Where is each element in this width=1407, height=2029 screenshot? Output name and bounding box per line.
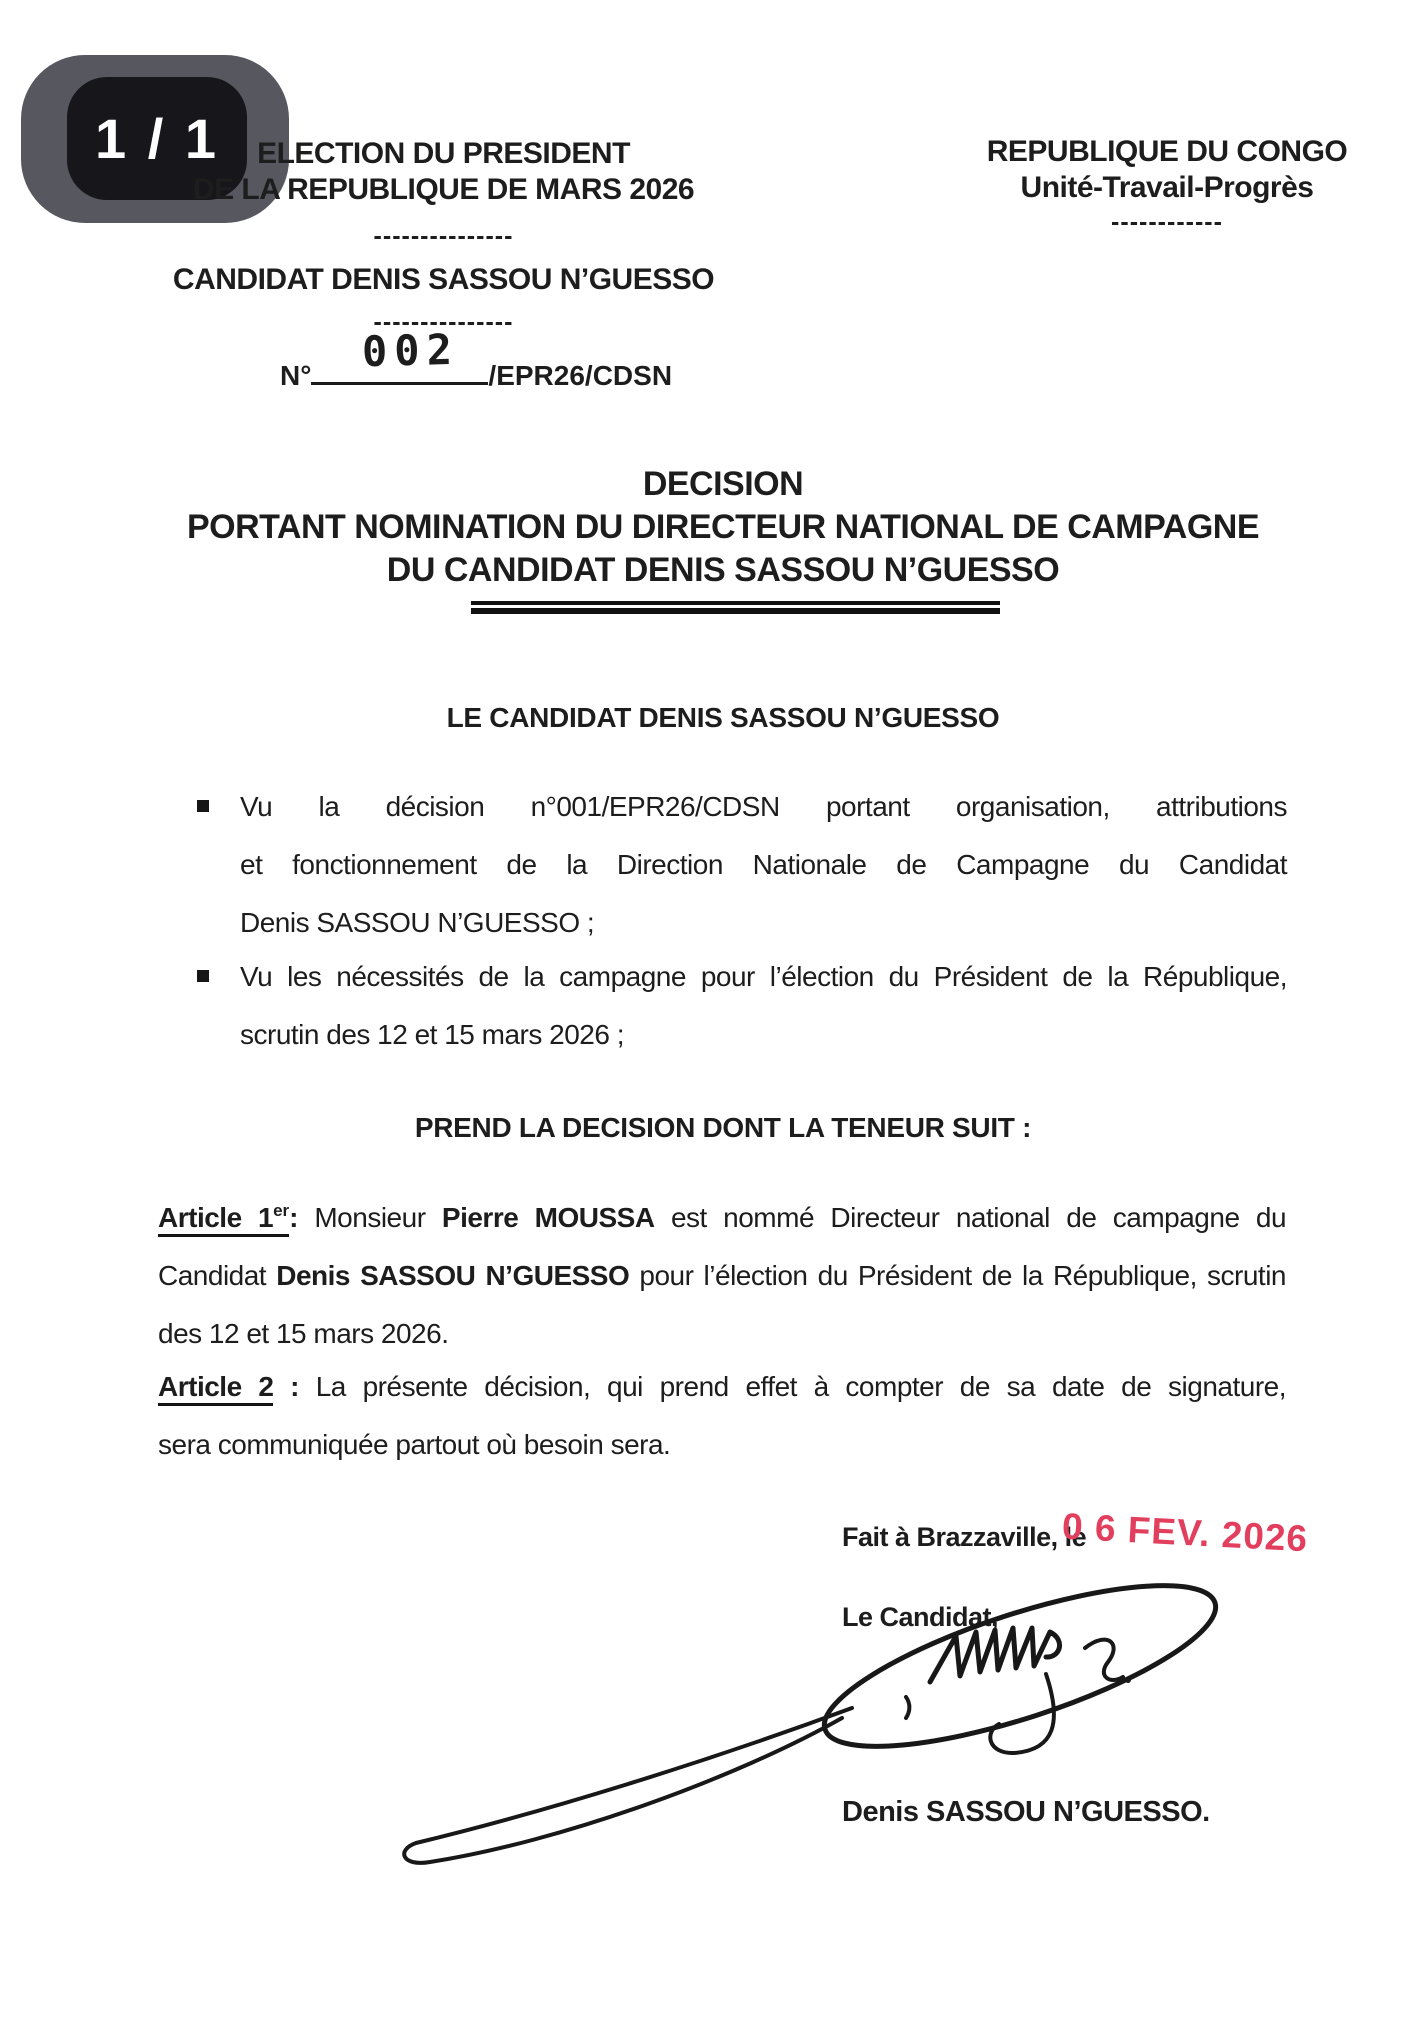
article-1-colon: : <box>289 1202 298 1233</box>
recital-2 <box>240 948 1287 1064</box>
signatory-name: Denis SASSOU N’GUESSO. <box>842 1796 1210 1828</box>
recital-1-line1: Vu la décision n°001/EPR26/CDSN portant organisation, attributions <box>240 791 1287 822</box>
letterhead-left-line2: DE LA REPUBLIQUE DE MARS 2026 <box>192 173 695 206</box>
recital-1 <box>240 778 1287 952</box>
letterhead-left-line3: CANDIDAT DENIS SASSOU N’GUESSO <box>172 263 715 296</box>
title-line2: PORTANT NOMINATION DU DIRECTEUR NATIONAL DE CAMPAGNE <box>186 508 1260 546</box>
divider-dashes: --------------- <box>373 308 514 336</box>
bullet-square-icon <box>197 800 209 812</box>
ordinal-superscript: er <box>273 1201 290 1220</box>
bullet-square-icon <box>197 970 209 982</box>
article-2-label: Article 2 <box>158 1371 273 1406</box>
article-1-label: Article 1er <box>158 1202 289 1237</box>
signatory-role: Le Candidat, <box>842 1602 999 1632</box>
national-motto: Unité-Travail-Progrès <box>1020 171 1314 204</box>
letterhead-right <box>980 134 1354 238</box>
country-name: REPUBLIQUE DU CONGO <box>986 135 1348 168</box>
place-and-date-line: Fait à Brazzaville, le <box>842 1522 1087 1552</box>
recital-2-line1: Vu les nécessités de la campagne pour l’élection du Président de la République, <box>240 961 1287 992</box>
article-2-colon: : <box>273 1371 299 1402</box>
divider-dashes: --------------- <box>373 222 514 250</box>
title-line3: DU CANDIDAT DENIS SASSOU N’GUESSO <box>386 551 1060 589</box>
letterhead-left-line1: ELECTION DU PRESIDENT <box>257 137 630 170</box>
page-counter-value: 1 / 1 <box>67 77 247 200</box>
date-stamp: 0 6 FEV. 2026 <box>1061 1505 1310 1560</box>
article-1-line2: Candidat Denis SASSOU N’GUESSO pour l’élection du Président de la République, scrutin <box>158 1260 1287 1291</box>
decision-heading: PREND LA DECISION DONT LA TENEUR SUIT : <box>414 1112 1032 1143</box>
appointee-name: Pierre MOUSSA <box>441 1202 655 1233</box>
article-1-line3: des 12 et 15 mars 2026. <box>158 1318 449 1349</box>
reference-label: N° <box>280 360 312 391</box>
reference-code: /EPR26/CDSN <box>488 360 673 391</box>
reference-number-stamp: 002 <box>361 324 460 377</box>
reference-line <box>280 352 672 392</box>
article-2-line1: Article 2 : La présente décision, qui prend effet à compter de sa date de signature, <box>158 1358 1286 1416</box>
article-2-line2: sera communiquée partout où besoin sera. <box>158 1429 671 1460</box>
title-line1: DECISION <box>642 465 804 503</box>
article-2 <box>158 1358 1286 1474</box>
letterhead-left <box>156 136 731 338</box>
recital-2-line2: scrutin des 12 et 15 mars 2026 ; <box>240 1019 624 1050</box>
document-title <box>160 463 1286 592</box>
divider-dashes: ------------ <box>1111 208 1223 236</box>
intro-heading: LE CANDIDAT DENIS SASSOU N’GUESSO <box>446 702 1000 733</box>
article-1-line1: Article 1er: Monsieur Pierre MOUSSA est nommé Directeur national de campagne du <box>158 1182 1286 1247</box>
title-double-rule <box>471 601 1000 614</box>
recital-1-line3: Denis SASSOU N’GUESSO ; <box>240 907 595 938</box>
article-1 <box>158 1182 1286 1363</box>
recital-1-line2: et fonctionnement de la Direction Nationale de Campagne du Candidat <box>240 849 1287 880</box>
candidate-name: Denis SASSOU N’GUESSO <box>276 1260 630 1291</box>
